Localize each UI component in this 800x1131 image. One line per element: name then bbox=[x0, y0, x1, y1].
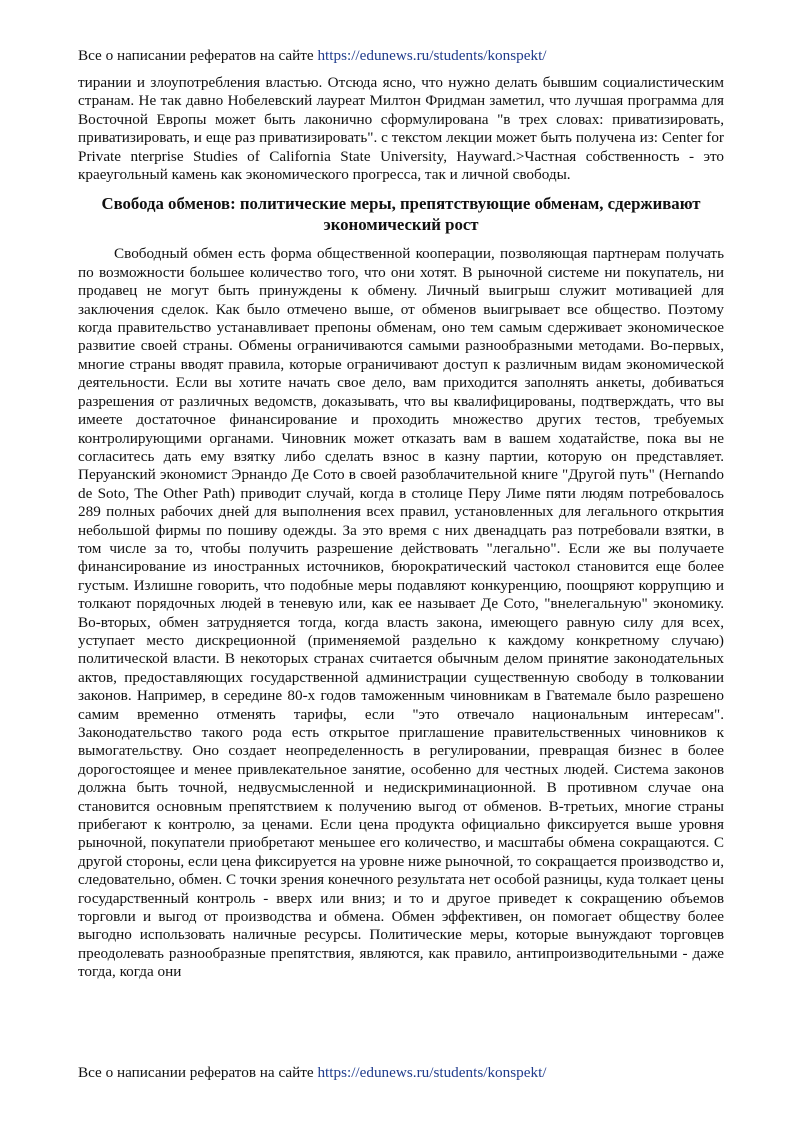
footer-text: Все о написании рефератов на сайте bbox=[78, 1064, 318, 1081]
paragraph-intro: тирании и злоупотребления властью. Отсюда ясно, что нужно делать бывшим социалистическим странам. Не так давно Нобелевский лауреат Милтон Фридман заметил, что лучшая программа для Восточной Европы может быть лаконично сформулирована "в трех словах: приватизировать, приватизировать, и еще раз приватизировать". с текстом лекции может быть получена из: Center for Private nterprise Studies of California State University, Hayward.>Частная собственность - это краеугольный камень как экономического прогресса, так и личной свободы. bbox=[78, 74, 724, 184]
section-title: Свобода обменов: политические меры, препятствующие обменам, сдерживают экономический рост bbox=[101, 194, 701, 235]
document-body bbox=[78, 74, 724, 982]
page-header bbox=[78, 47, 547, 65]
paragraph-main: Свободный обмен есть форма общественной кооперации, позволяющая партнерам получать по возможности большее количество того, что они хотят. В рыночной системе ни покупатель, ни продавец не могут быть принуждены к обмену. Личный выигрыш служит мотивацией для заключения сделок. Как было отмечено выше, от обменов выигрывает все общество. Поэтому когда правительство устанавливает препоны обменам, оно тем самым сдерживает экономическое развитие своей страны. Обмены ограничиваются самыми разнообразными методами. Во-первых, многие страны вводят правила, которые ограничивают доступ к различным видам экономической деятельности. Если вы хотите начать свое дело, вам приходится заполнять анкеты, добиваться разрешения от различных ведомств, доказывать, что вы квалифицированы, подтверждать, что вы имеете достаточное финансирование и проходить множество других тестов, требуемых контролирующими органами. Чиновник может отказать вам в вашем ходатайстве, пока вы не согласитесь дать ему взятку либо сделать взнос в казну партии, которую он представляет. Перуанский экономист Эрнандо Де Сото в своей разоблачительной книге "Другой путь" (Hernando de Soto, The Other Path) приводит случай, когда в столице Перу Лиме пяти людям потребовалось 289 полных рабочих дней для выполнения всех правил, установленных для легального открытия небольшой фирмы по пошиву одежды. За это время с них двенадцать раз потребовали взятки, в том числе за то, чтобы получить разрешение действовать "легально". Если же вы получаете финансирование из иностранных источников, бюрократический частокол становится еще более густым. Излишне говорить, что подобные меры подавляют конкуренцию, поощряют коррупцию и толкают порядочных людей в теневую или, как ее называет Де Сото, "внелегальную" экономику. Во-вторых, обмен затрудняется тогда, когда власть закона, имеющего равную силу для всех, уступает место дискреционной (применяемой раздельно к каждому конкретному случаю) политической власти. В некоторых странах считается обычным делом принятие законодательных актов, предоставляющих государственной администрации существенную свободу в толковании законов. Например, в середине 80-х годов таможенным чиновникам в Гватемале было разрешено самим временно отменять тарифы, если "это отвечало национальным интересам". Законодательство такого рода есть открытое приглашение правительственных чиновников к вымогательству. Оно создает неопределенность в регулировании, превращая бизнес в более дорогостоящее и менее привлекательное занятие, особенно для честных людей. Система законов должна быть точной, недвусмысленной и недискриминационной. В противном случае она становится основным препятствием к получению выгод от обменов. В-третьих, многие страны прибегают к контролю, за ценами. Если цена продукта официально фиксируется выше уровня рыночной, покупатели приобретают меньшее его количество, и масштабы обмена сокращаются. С другой стороны, если цена фиксируется на уровне ниже рыночной, то сокращается производство и, следовательно, обмен. С точки зрения конечного результата нет особой разницы, куда толкает цены государственный контроль - вверх или вниз; и то и другое приведет к сокращению объемов торговли и выгод от производства и обмена. Обмен эффективен, он помогает обществу более выгодно использовать наличные ресурсы. Политические меры, которые вынуждают торговцев преодолевать разнообразные препятствия, являются, как правило, антипроизводительными - даже тогда, когда они bbox=[78, 245, 724, 981]
header-link[interactable]: https://edunews.ru/students/konspekt/ bbox=[317, 47, 547, 64]
footer-link[interactable]: https://edunews.ru/students/konspekt/ bbox=[317, 1064, 547, 1081]
page-footer bbox=[78, 1064, 547, 1082]
header-text: Все о написании рефератов на сайте bbox=[78, 47, 318, 64]
